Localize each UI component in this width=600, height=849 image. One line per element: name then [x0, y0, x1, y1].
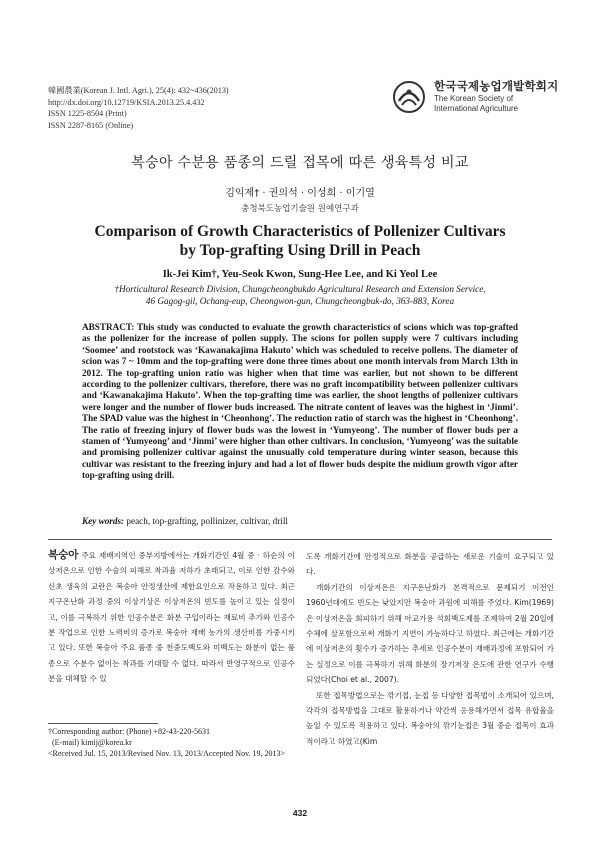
page-number: 432	[292, 808, 308, 818]
english-affiliation-line-1: †Horticultural Research Division, Chungcheongbukdo Agricultural Research and Extension Service,	[114, 284, 486, 294]
body-column-right	[306, 549, 554, 749]
english-title-line-2: by Top-grafting Using Drill in Peach	[179, 241, 421, 259]
body-right-paragraph-1: 도록 개화기간에 안정적으로 화분을 공급하는 새로운 기술이 요구되고 있다.	[306, 552, 554, 577]
corresponding-author: †Corresponding author: (Phone) +82-43-220-5631	[48, 727, 211, 736]
author-email[interactable]: (E-mail) kimij@korea.kr	[52, 737, 132, 747]
keywords-label: Key words:	[82, 516, 125, 526]
society-korean-name: 한국국제농업개발학회지	[434, 79, 559, 93]
received-dates: <Received Jul. 15, 2013/Revised Nov. 13, 2013/Accepted Nov. 19, 2013>	[48, 748, 286, 758]
footnote-divider	[48, 723, 158, 724]
english-authors: Ik-Jei Kim†, Yeu-Seok Kwon, Sung-Hee Lee, and Ki Yeol Lee	[162, 269, 438, 280]
doi-link[interactable]: http://dx.doi.org/10.12719/KSIA.2013.25.4.432	[48, 97, 205, 107]
korean-affiliation: 충청북도농업기술원 원예연구과	[241, 204, 359, 214]
keywords	[82, 516, 518, 526]
english-title	[0, 223, 600, 260]
footnote	[48, 727, 298, 759]
abstract: ABSTRACT: This study was conducted to evaluate the growth characteristics of scions which was top-grafted as the pollenizer for the increase of pollen supply. The scions for pollen supply were 7 cultivars including ‘Soomee’ and rootstock was ‘Kawanakajima Hakuto’ which was scheduled to receive pollens. The diameter of scion was 7 ~ 10mm and the top-grafting were done three times about one month intervals from March 13th in 2012. The top-grafting union ratio was higher when that time was earlier, but not shown to be different according to the pollenizer cultivars, therefore, there was no graft incompatibility between pollenizer cultivars and ‘Kawanakajima Hakuto’. When the top-grafting time was earlier, the shoot lengths of pollenizer cultivars were longer and the number of flower buds increased. The nitrate content of leaves was the highest in ‘Jinmi’. The SPAD value was the highest in ‘Cheonhong’. The reduction ratio of starch was the highest in ‘Cheonhong’. The ratio of freezing injury of flower buds was the lowest in ‘Yumyeong’. The number of flower buds per a stamen of ‘Yumyeong’ and ‘Jinmi’ were higher than other cultivars. In conclusion, ‘Yumyeong’ was the suitable and promising pollenizer cultivar against the unusually cold temperature during winter season, because this cultivar was resistant to the freezing injury and had a lot of flower buds despite the midium growth vigor after top-grafting using drill.	[82, 322, 518, 481]
keywords-list: peach, top-grafting, pollinizer, cultivar, drill	[126, 516, 288, 526]
body-right-paragraph-3: 또한 접목방법으로는 깎기접, 눈접 등 다양한 접목법이 소개되어 있으며, 각각의 접목방법을 그대로 활용하거나 약간씩 응용해가면서 접목 유합율을 높일 수 있도록 적용하고 있다. 복숭아의 깎기눈접은 3월 중순 접목이 효과적이라고 하였고(Kim	[306, 690, 554, 746]
body-column-left	[48, 548, 295, 687]
journal-meta	[48, 85, 229, 131]
korean-authors: 김익제† · 권의석 · 이성희 · 이기열	[225, 188, 375, 199]
issn-print: ISSN 1225-8504 (Print)	[48, 109, 127, 118]
issn-online: ISSN 2287-8165 (Online)	[48, 120, 134, 130]
society-english-name: The Korean Society of International Agriculture	[434, 94, 519, 113]
english-affiliation	[60, 284, 540, 307]
lead-word: 복숭아	[48, 549, 79, 561]
society-emblem-icon	[392, 80, 426, 114]
korean-title: 복숭아 수분용 품종의 드릴 접목에 따른 생육특성 비교	[131, 155, 469, 171]
english-title-line-1: Comparison of Growth Characteristics of Pollenizer Cultivars	[94, 223, 506, 240]
body-left-text: 주요 재배지역인 중부지방에서는 개화기간인 4월 중 · 하순의 이상저온으로 인한 수술의 피해로 착과율 저하가 초래되고, 이로 인한 감수와 신초 생육의 교란은 복숭아 안정생산에 제한요인으로 작용하고 있다. 최근 지구온난화 과정 중의 이상기상은 이상저온의 빈도를 높이고 있는 실정이고, 이를 극복하기 위한 인공수분은 화분 구입이라는 재료비 추가와 인공수분 작업으로 인한 노력비의 증가로 복숭아 재배 농가의 생산비를 가중시키고 있다. 또한 복숭아 주요 품종 중 천중도백도와 미백도는 화분이 없는 품종으로 수분수 없이는 착과를 기대할 수 없다. 따라서 반영구적으로 인공수분을 대체할 수 있	[48, 551, 295, 684]
journal-citation: 韓國農業(Korean J. Intl. Agri.), 25(4): 432~436(2013)	[48, 86, 229, 95]
section-divider	[48, 539, 552, 540]
society-logo	[392, 78, 562, 120]
english-affiliation-line-2: 46 Gagog-gil, Ochang-eup, Cheongwon-gun, Chungcheongbuk-do, 363-883, Korea	[145, 295, 455, 306]
body-right-paragraph-2: 개화기간의 이상저온은 지구온난화가 본격적으로 문제되기 이전인 1960년대에도 빈도는 낮았지만 복숭아 과원에 피해를 주었다. Kim(1969)은 이상저온을 회피하기 위해 아교가용 석회백도제를 조제하여 2월 20일에 수체에 살포함으로써 개화기 지연이 가능하다고 하였다. 최근에는 개화기간에 이상저온의 횟수가 증가하는 추세로 인공수분이 재배과정에 포함되어 가는 실정으로 이를 극복하기 위해 화분의 장기저장 온도에 관한 연구가 수행되었다(Choi et al., 2007).	[306, 582, 554, 685]
